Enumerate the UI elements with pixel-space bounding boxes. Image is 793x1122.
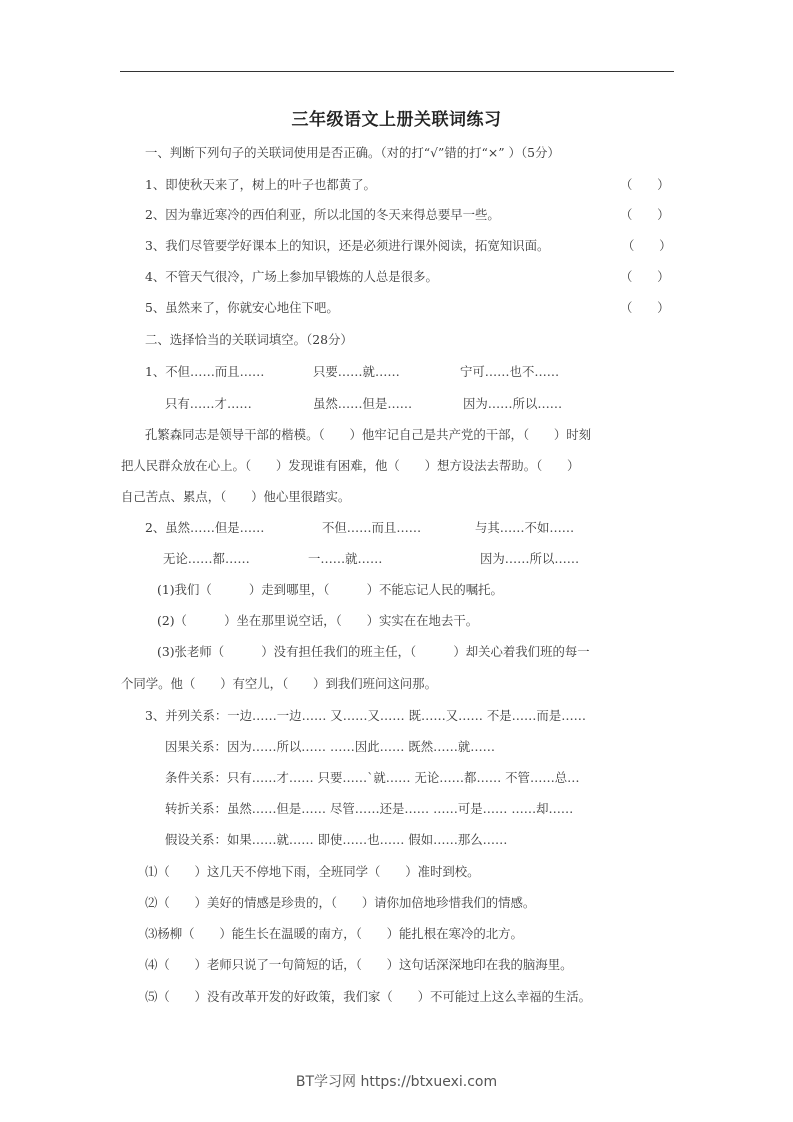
page-title: 三年级语文上册关联词练习 bbox=[291, 110, 502, 130]
q2-option-1: 2、虽然……但是…… bbox=[145, 520, 265, 535]
relation-words: 因为……所以…… ……因此…… 既然……就…… bbox=[226, 739, 496, 754]
answer-box-3[interactable]: （ ） bbox=[622, 238, 672, 253]
q2-option-6: 因为……所以…… bbox=[480, 551, 580, 566]
relation-words: 如果……就…… 即使……也…… 假如……那么…… bbox=[226, 832, 508, 847]
q2-option-5: 一……就…… bbox=[308, 551, 383, 566]
q2-sentence-3-cont: 个同学。他（ ）有空儿，（ ）到我们班问这问那。 bbox=[121, 676, 437, 691]
relation-causal bbox=[165, 739, 495, 755]
footer-watermark: BT学习网 https://btxuexi.com bbox=[295, 1074, 498, 1090]
judge-item-1: 1、即使秋天来了，树上的叶子也都黄了。 bbox=[145, 177, 376, 192]
q1-option-1: 1、不但……而且…… bbox=[145, 364, 265, 379]
answer-box-1[interactable]: （ ） bbox=[620, 177, 670, 192]
q3-sentence-4: ⑷（ ）老师只说了一句简短的话，（ ）这句话深深地印在我的脑海里。 bbox=[145, 957, 573, 972]
q1-option-3: 宁可……也不…… bbox=[460, 364, 560, 379]
judge-item-3: 3、我们尽管要学好课本上的知识，还是必须进行课外阅读，拓宽知识面。 bbox=[145, 238, 550, 253]
relation-label: 转折关系： bbox=[165, 801, 227, 816]
relation-words: 一边……一边…… 又……又…… 既……又…… 不是……而是…… bbox=[227, 708, 586, 723]
q3-sentence-1: ⑴（ ）这几天不停地下雨，全班同学（ ）准时到校。 bbox=[145, 864, 480, 879]
relation-adversative bbox=[165, 801, 573, 817]
header-rule bbox=[120, 71, 674, 72]
q2-option-4: 无论……都…… bbox=[163, 551, 250, 566]
q2-option-3: 与其……不如…… bbox=[475, 520, 575, 535]
section1-heading: 一、判断下列句子的关联词使用是否正确。（对的打“√”错的打“×” ）（5分） bbox=[145, 145, 560, 160]
relation-label: 因果关系： bbox=[165, 739, 227, 754]
relation-words: 只有……才…… 只要……`就…… 无论……都…… 不管……总… bbox=[226, 770, 580, 785]
relation-words: 虽然……但是…… 尽管……还是…… ……可是…… ……却…… bbox=[226, 801, 574, 816]
q3-sentence-5: ⑸（ ）没有改革开发的好政策，我们家（ ）不可能过上这么幸福的生活。 bbox=[145, 989, 592, 1004]
q1-option-6: 因为……所以…… bbox=[463, 396, 563, 411]
judge-item-5: 5、虽然来了，你就安心地住下吧。 bbox=[145, 300, 339, 315]
q2-option-2: 不但……而且…… bbox=[322, 520, 422, 535]
q3-sentence-3: ⑶杨柳（ ）能生长在温暖的南方，（ ）能扎根在寒冷的北方。 bbox=[145, 926, 523, 941]
relation-label: 3、并列关系： bbox=[145, 708, 228, 723]
answer-box-4[interactable]: （ ） bbox=[620, 269, 670, 284]
q3-sentence-2: ⑵（ ）美好的情感是珍贵的，（ ）请你加倍地珍惜我们的情感。 bbox=[145, 895, 536, 910]
q1-option-4: 只有……才…… bbox=[165, 396, 252, 411]
section2-heading: 二、选择恰当的关联词填空。（28分） bbox=[145, 332, 353, 347]
q1-passage-line-3: 自己苦点、累点，（ ）他心里很踏实。 bbox=[121, 489, 351, 504]
q2-sentence-3: (3)张老师（ ）没有担任我们的班主任，（ ）却关心着我们班的每一 bbox=[157, 644, 590, 659]
relation-label: 条件关系： bbox=[165, 770, 227, 785]
q2-sentence-2: (2)（ ）坐在那里说空话，（ ）实实在在地去干。 bbox=[157, 613, 479, 628]
answer-box-5[interactable]: （ ） bbox=[620, 300, 670, 315]
q1-option-2: 只要……就…… bbox=[313, 364, 400, 379]
relation-conditional bbox=[165, 770, 580, 786]
q1-passage-line-2: 把人民群众放在心上。（ ）发现谁有困难，他（ ）想方设法去帮助。（ ） bbox=[121, 458, 580, 473]
q1-passage-line-1: 孔繁森同志是领导干部的楷模。（ ）他牢记自己是共产党的干部，（ ）时刻 bbox=[145, 427, 592, 442]
relation-label: 假设关系： bbox=[165, 832, 227, 847]
judge-item-4: 4、不管天气很冷，广场上参加早锻炼的人总是很多。 bbox=[145, 269, 438, 284]
q1-option-5: 虽然……但是…… bbox=[313, 396, 413, 411]
q2-sentence-1: (1)我们（ ）走到哪里，（ ）不能忘记人民的嘱托。 bbox=[157, 582, 503, 597]
answer-box-2[interactable]: （ ） bbox=[620, 207, 670, 222]
relation-hypothetical bbox=[165, 832, 507, 848]
relation-parallel bbox=[145, 708, 586, 724]
judge-item-2: 2、因为靠近寒冷的西伯利亚，所以北国的冬天来得总要早一些。 bbox=[145, 207, 500, 222]
